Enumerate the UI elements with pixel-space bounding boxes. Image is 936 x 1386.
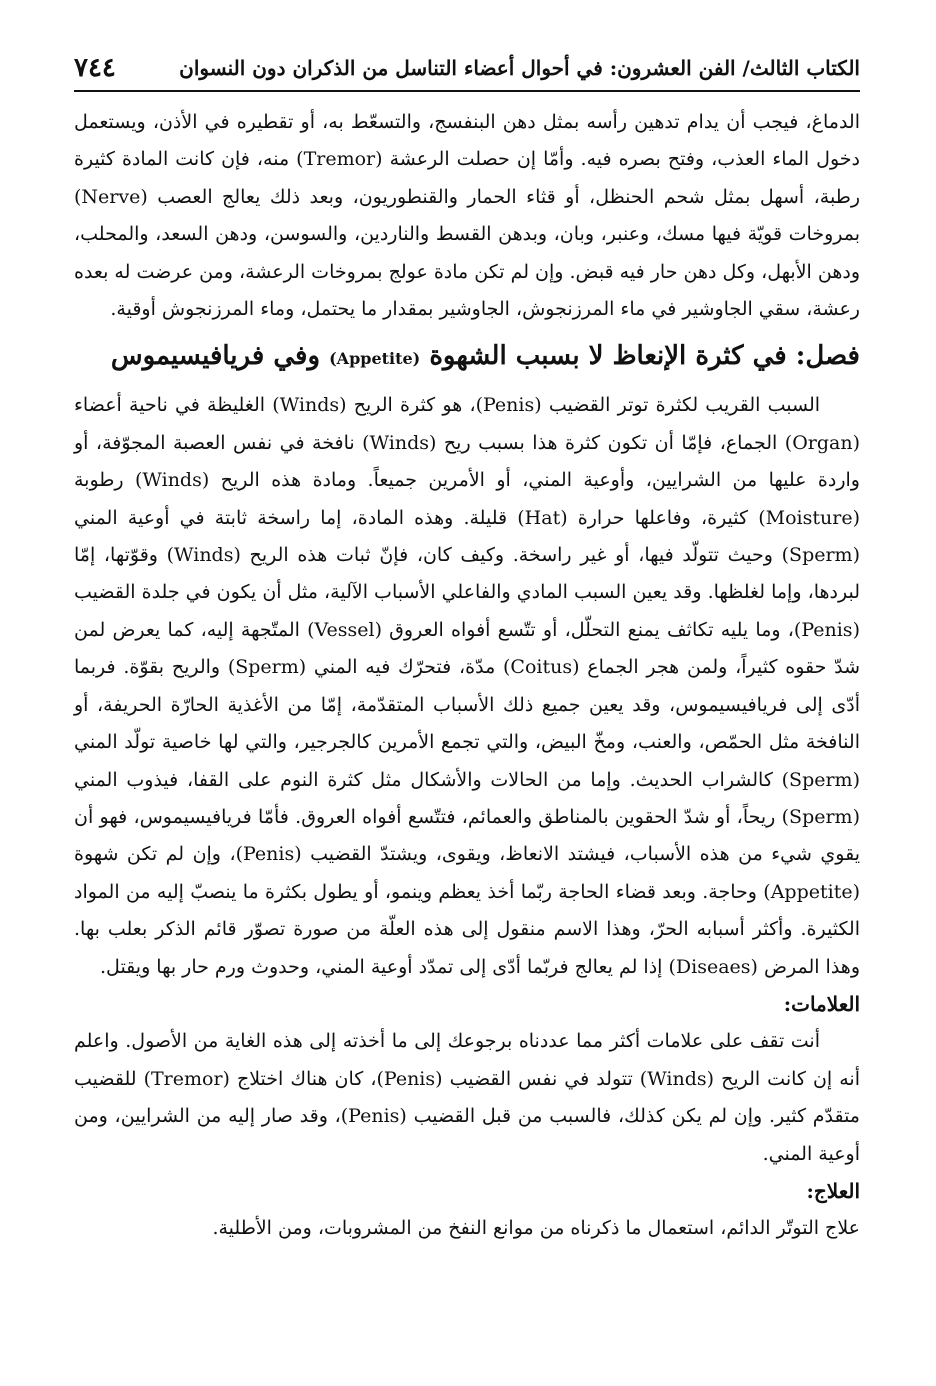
section-title-part1: فصل: في كثرة الإنعاظ لا بسبب الشهوة xyxy=(429,341,860,372)
page-body xyxy=(74,104,860,1248)
paragraph-treatment: علاج التوتّر الدائم، استعمال ما ذكرناه من موانع النفخ من المشروبات، ومن الأطلية. xyxy=(212,1217,860,1240)
heading-signs: العلامات: xyxy=(783,991,860,1016)
heading-treatment: العلاج: xyxy=(806,1178,860,1203)
running-title: الكتاب الثالث/ الفن العشرون: في أحوال أعضاء التناسل من الذكران دون النسوان xyxy=(179,56,860,80)
section-title-part2: وفي فريافيسيموس xyxy=(110,341,321,372)
paragraph-causes: السبب القريب لكثرة توتر القضيب (Penis)، هو كثرة الريح (Winds) الغليظة في ناحية أعضاء (Organ) الجماع، فإمّا أن تكون كثرة هذا بسبب ريح (Winds) نافخة في نفس العصبة المجوّفة، أو واردة عليها من الشرايين، وأوعية المني، أو الأمرين جميعاً. ومادة هذه الريح (Winds) رطوبة (Moisture) كثيرة، وفاعلها حرارة (Hat) قليلة. وهذه المادة، إما راسخة ثابتة في أوعية المني (Sperm) وحيث تتولّد فيها، أو غير راسخة. وكيف كان، فإنّ ثبات هذه الريح (Winds) وقوّتها، إمّا لبردها، وإما لغلظها. وقد يعين السبب المادي والفاعلي الأسباب الآلية، مثل أن يكون في جلدة القضيب (Penis)، وما يليه تكاثف يمنع التحلّل، أو تتّسع أفواه العروق (Vessel) المتّجهة إليه، كما يعرض لمن شدّ حقوه كثيراً، ولمن هجر الجماع (Coitus) مدّة، فتحرّك فيه المني (Sperm) والريح بقوّة. فربما أدّى إلى فريافيسيموس، وقد يعين جميع ذلك الأسباب المتقدّمة، إمّا من الأغذية الحارّة الحريفة، أو النافخة مثل الحمّص، والعنب، ومخّ البيض، والتي تجمع الأمرين كالجرجير، والتي لها خاصية تولّد المني (Sperm) كالشراب الحديث. وإما من الحالات والأشكال مثل كثرة النوم على القفا، فيذوب المني (Sperm) ريحاً، أو شدّ الحقوين بالمناطق والعمائم، فتتّسع أفواه العروق. فأمّا فريافيسيموس، فهو أن يقوي شيء من هذه الأسباب، فيشتد الانعاظ، ويقوى، ويشتدّ القضيب (Penis)، وإن لم تكن شهوة (Appetite) وحاجة. وبعد قضاء الحاجة ربّما أخذ يعظم وينمو، أو يطول بكثرة ما ينصبّ إليه من المواد الكثيرة. وأكثر أسبابه الحرّ، وهذا الاسم منقول إلى هذه العلّة من صورة تصوّر قائم الذكر بعلب بها. وهذا المرض (Diseaes) إذا لم يعالج فربّما أدّى إلى تمدّد أوعية المني، وحدوث ورم حار بها ويقتل. xyxy=(74,394,860,978)
header-rule xyxy=(74,90,860,92)
paragraph-signs: أنت تقف على علامات أكثر مما عددناه برجوعك إلى ما أخذته إلى هذه الغاية من الأصول. واعلم أنه إن كانت الريح (Winds) تتولد في نفس القضيب (Penis)، كان هناك اختلاج (Tremor) للقضيب متقدّم كثير. وإن لم يكن كذلك، فالسبب من قبل القضيب (Penis)، وقد صار إليه من الشرايين، ومن أوعية المني. xyxy=(74,1030,860,1165)
page-header xyxy=(74,48,860,88)
section-title xyxy=(74,330,860,385)
page-number: ٧٤٤ xyxy=(74,53,116,83)
section-title-latin: (Appetite) xyxy=(329,349,421,369)
paragraph-continuation: الدماغ، فيجب أن يدام تدهين رأسه بمثل دهن البنفسج، والتسعّط به، أو تقطيره في الأذن، ويستعمل دخول الماء العذب، وفتح بصره فيه. وأمّا إن حصلت الرعشة (Tremor) منه، فإن كانت المادة كثيرة رطبة، أسهل بمثل شحم الحنظل، أو قثاء الحمار والقنطوريون، وبعد ذلك يعالج العصب (Nerve) بمروخات قويّة فيها مسك، وعنبر، وبان، وبدهن القسط والناردين، والسوسن، ودهن السعد، والمحلب، ودهن الأبهل، وكل دهن حار فيه قبض. وإن لم تكن مادة عولج بمروخات الرعشة، ومن عرضت له بعده رعشة، سقي الجاوشير في ماء المرزنجوش، الجاوشير بمقدار ما يحتمل، وماء المرزنجوش أوقية. xyxy=(74,111,860,321)
